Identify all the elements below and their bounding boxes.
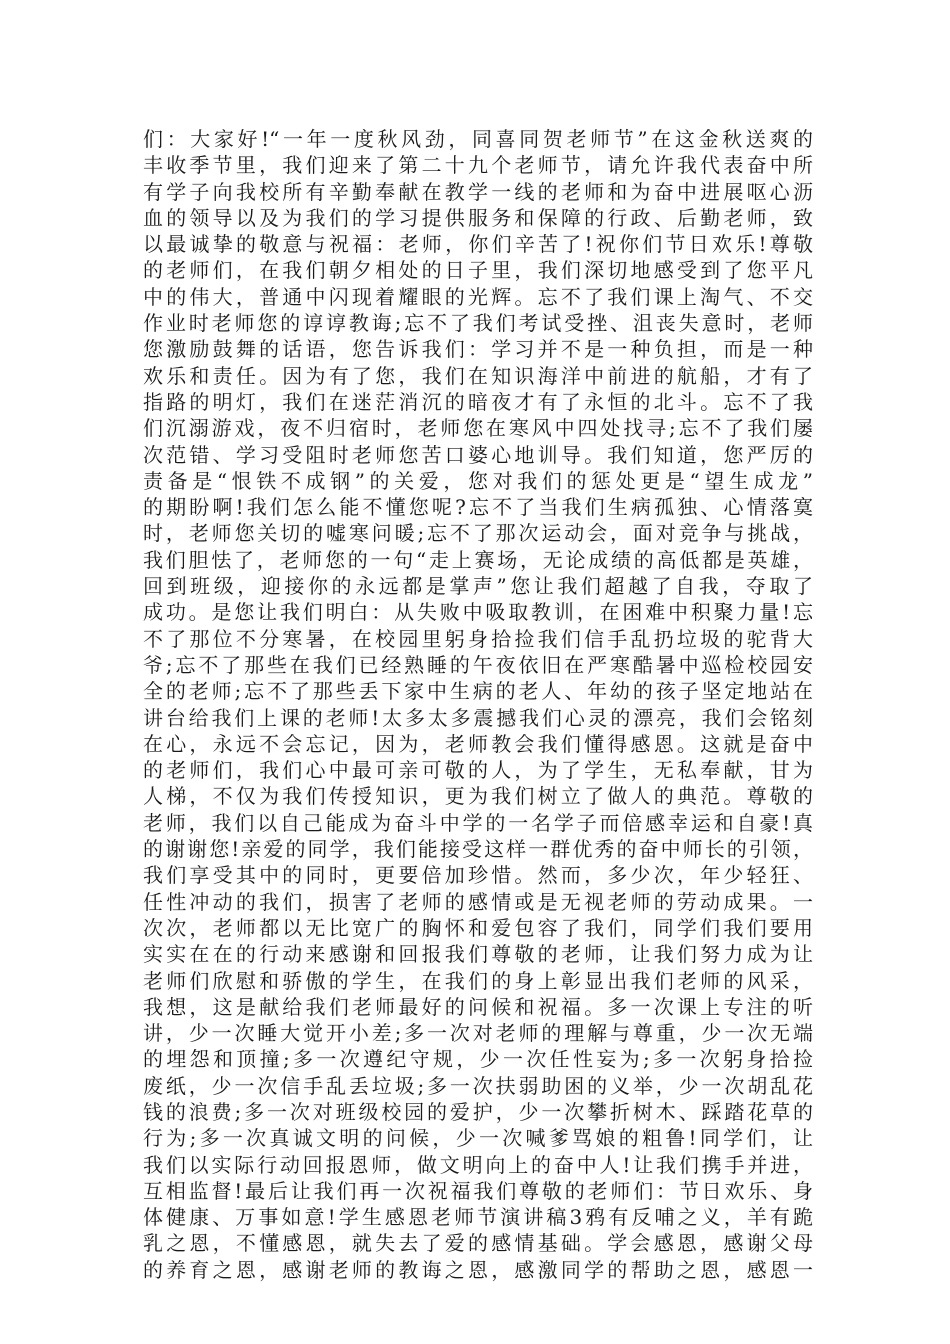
text-line: 讲台给我们上课的老师!太多太多震撼我们心灵的漂亮，我们会铭刻 (143, 705, 813, 730)
text-line: 老师，我们以自己能成为奋斗中学的一名学子而倍感幸运和自豪!真 (143, 810, 813, 835)
text-line: 实实在在的行动来感谢和回报我们尊敬的老师，让我们努力成为让 (143, 942, 813, 967)
text-line: 废纸，少一次信手乱丢垃圾;多一次扶弱助困的义举，少一次胡乱花 (143, 1073, 813, 1098)
text-line: 的老师们，我们心中最可亲可敬的人，为了学生，无私奉献，甘为 (143, 758, 813, 783)
text-line: 我们胆怯了，老师您的一句“走上赛场，无论成绩的高低都是英雄， (143, 547, 813, 572)
text-line: 在心，永远不会忘记，因为，老师教会我们懂得感恩。这就是奋中 (143, 731, 813, 756)
text-line: 作业时老师您的谆谆教诲;忘不了我们考试受挫、沮丧失意时，老师 (143, 311, 813, 336)
text-line: 次范错、学习受阻时老师您苦口婆心地训导。我们知道，您严厉的 (143, 442, 813, 467)
speech-text-block (143, 126, 813, 1283)
text-line: 的老师们，在我们朝夕相处的日子里，我们深切地感受到了您平凡 (143, 258, 813, 283)
text-line: 责备是“恨铁不成钢”的关爱，您对我们的惩处更是“望生成龙” (143, 468, 813, 493)
text-line: 乳之恩，不懂感恩，就失去了爱的感情基础。学会感恩，感谢父母 (143, 1231, 813, 1256)
text-line: 任性冲动的我们，损害了老师的感情或是无视老师的劳动成果。一 (143, 889, 813, 914)
text-line: 讲，少一次睡大觉开小差;多一次对老师的理解与尊重，少一次无端 (143, 1021, 813, 1046)
text-line: 全的老师;忘不了那些丢下家中生病的老人、年幼的孩子坚定地站在 (143, 679, 813, 704)
text-line: 们：大家好!“一年一度秋风劲，同喜同贺老师节”在这金秋送爽的 (143, 127, 813, 151)
text-line: 们沉溺游戏，夜不归宿时，老师您在寒风中四处找寻;忘不了我们屡 (143, 416, 813, 441)
text-line: 的养育之恩，感谢老师的教诲之恩，感激同学的帮助之恩，感恩一 (143, 1257, 813, 1282)
text-line: 老师们欣慰和骄傲的学生，在我们的身上彰显出我们老师的风采， (143, 968, 813, 993)
text-line: 爷;忘不了那些在我们已经熟睡的午夜依旧在严寒酷暑中巡检校园安 (143, 652, 813, 677)
text-line: 我们以实际行动回报恩师，做文明向上的奋中人!让我们携手并进， (143, 1152, 813, 1177)
text-line: 我们享受其中的同时，更要倍加珍惜。然而，多少次，年少轻狂、 (143, 863, 813, 888)
text-line: 欢乐和责任。因为有了您，我们在知识海洋中前进的航船，才有了 (143, 363, 813, 388)
text-line: 以最诚挚的敬意与祝福：老师，你们辛苦了!祝你们节日欢乐!尊敬 (143, 232, 813, 257)
text-line: 次次，老师都以无比宽广的胸怀和爱包容了我们，同学们我们要用 (143, 915, 813, 940)
text-line: 我想，这是献给我们老师最好的问候和祝福。多一次课上专注的听 (143, 994, 813, 1019)
text-line: 的谢谢您!亲爱的同学，我们能接受这样一群优秀的奋中师长的引领， (143, 837, 813, 862)
text-line: 血的领导以及为我们的学习提供服务和保障的行政、后勤老师，致 (143, 205, 813, 230)
text-line: 的埋怨和顶撞;多一次遵纪守规，少一次任性妄为;多一次躬身拾捡 (143, 1047, 813, 1072)
text-line: 您激励鼓舞的话语，您告诉我们：学习并不是一种负担，而是一种 (143, 337, 813, 362)
text-line: 时，老师您关切的嘘寒问暖;忘不了那次运动会，面对竞争与挑战， (143, 521, 813, 546)
text-line: 指路的明灯，我们在迷茫消沉的暗夜才有了永恒的北斗。忘不了我 (143, 389, 813, 414)
text-line: 钱的浪费;多一次对班级校园的爱护，少一次攀折树木、踩踏花草的 (143, 1099, 813, 1124)
text-line: 回到班级，迎接你的永远都是掌声”您让我们超越了自我，夺取了 (143, 574, 813, 599)
text-line: 体健康、万事如意!学生感恩老师节演讲稿3鸦有反哺之义，羊有跪 (143, 1205, 813, 1230)
text-line: 行为;多一次真诚文明的问候，少一次喊爹骂娘的粗鲁!同学们，让 (143, 1126, 813, 1151)
text-line: 人梯，不仅为我们传授知识，更为我们树立了做人的典范。尊敬的 (143, 784, 813, 809)
text-line: 成功。是您让我们明白：从失败中吸取教训，在困难中积聚力量!忘 (143, 600, 813, 625)
text-line: 中的伟大，普通中闪现着耀眼的光辉。忘不了我们课上淘气、不交 (143, 284, 813, 309)
text-line: 互相监督!最后让我们再一次祝福我们尊敬的老师们：节日欢乐、身 (143, 1178, 813, 1203)
text-line: 有学子向我校所有辛勤奉献在教学一线的老师和为奋中进展呕心沥 (143, 179, 813, 204)
text-line: 丰收季节里，我们迎来了第二十九个老师节，请允许我代表奋中所 (143, 153, 813, 178)
text-line: 不了那位不分寒暑，在校园里躬身拾捡我们信手乱扔垃圾的驼背大 (143, 626, 813, 651)
text-line: 的期盼啊!我们怎么能不懂您呢?忘不了当我们生病孤独、心情落寞 (143, 495, 813, 520)
